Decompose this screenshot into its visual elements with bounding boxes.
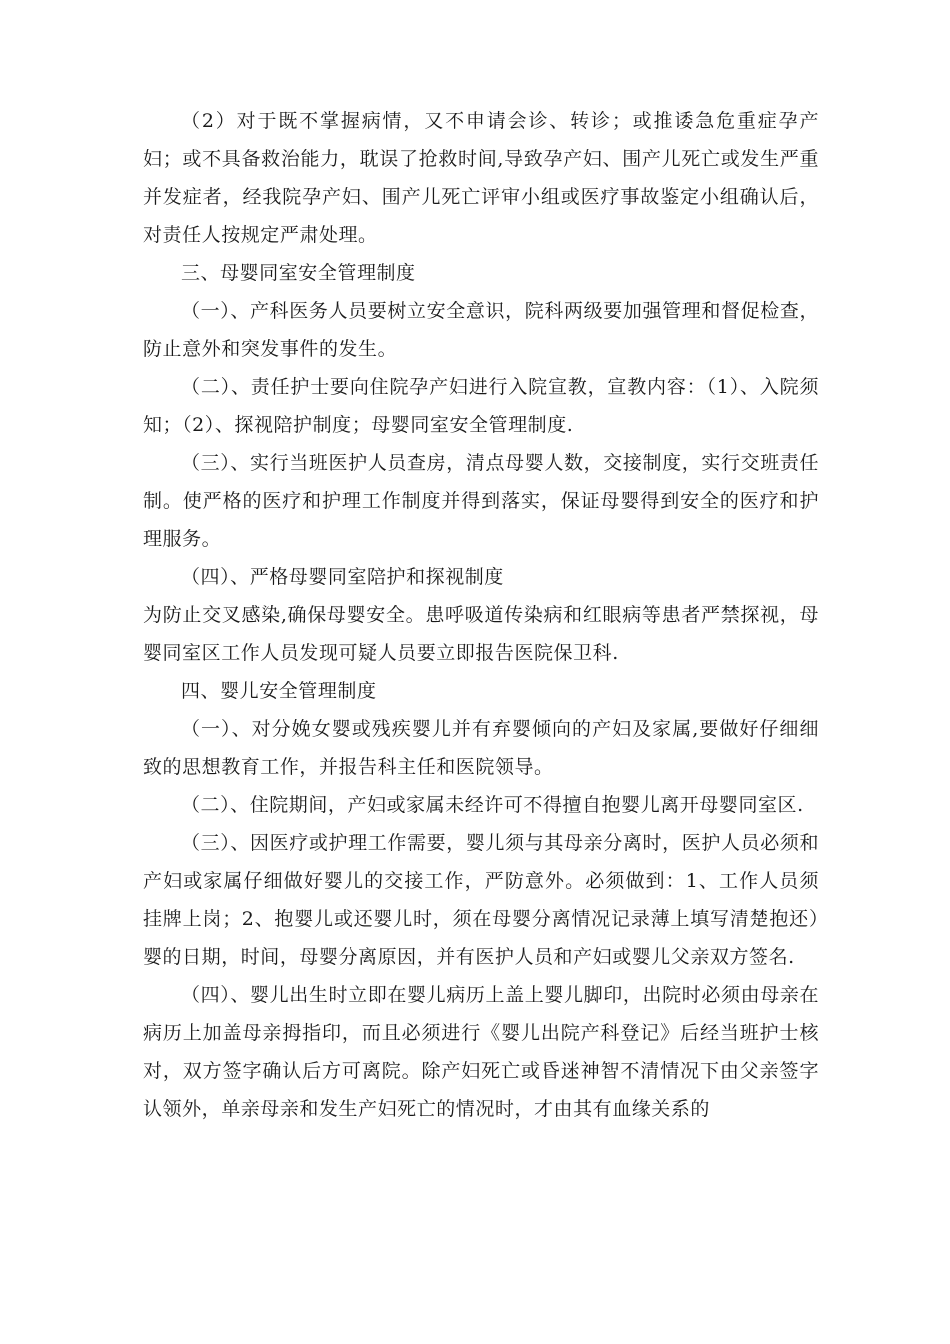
document-body [143, 102, 819, 1128]
paragraph-safety-awareness: （一）、产科医务人员要树立安全意识，院科两级要加强管理和督促检查，防止意外和突发事件的发生。 [143, 300, 819, 360]
paragraph-footprint-discharge: （四）、婴儿出生时立即在婴儿病历上盖上婴儿脚印，出院时必须由母亲在病历上加盖母亲拇指印，而且必须进行《婴儿出院产科登记》后经当班护士核对，双方签字确认后方可离院。除产妇死亡或昏迷神智不清情况下由父亲签字认领外，单亲母亲和发生产妇死亡的情况时，才由其有血缘关系的 [143, 984, 819, 1120]
paragraph-visiting-rules-title: （四）、严格母婴同室陪护和探视制度 [181, 566, 504, 588]
section-heading-rooming-in-safety: 三、母婴同室安全管理制度 [181, 262, 416, 284]
paragraph-admission-education: （二）、责任护士要向住院孕产妇进行入院宣教，宣教内容：（1）、入院须知；（2）、探视陪护制度；母婴同室安全管理制度. [143, 376, 819, 436]
paragraph-infection-prevention: 为防止交叉感染,确保母婴安全。患呼吸道传染病和红眼病等患者严禁探视，母婴同室区工作人员发现可疑人员要立即报告医院保卫科. [143, 604, 819, 664]
paragraph-abandonment-risk: （一）、对分娩女婴或残疾婴儿并有弃婴倾向的产妇及家属,要做好仔细细致的思想教育工作，并报告科主任和医院领导。 [143, 718, 819, 778]
paragraph-rescue-responsibility: （2）对于既不掌握病情，又不申请会诊、转诊；或推诿急危重症孕产妇；或不具备救治能力，耽误了抢救时间,导致孕产妇、围产儿死亡或发生严重并发症者，经我院孕产妇、围产儿死亡评审小组或医疗事故鉴定小组确认后，对责任人按规定严肃处理。 [143, 110, 819, 246]
paragraph-ward-rounds: （三）、实行当班医护人员查房，清点母婴人数，交接制度，实行交班责任制。使严格的医疗和护理工作制度并得到落实，保证母婴得到安全的医疗和护理服务。 [143, 452, 819, 550]
section-heading-infant-safety: 四、婴儿安全管理制度 [181, 680, 377, 702]
paragraph-separation-handover: （三）、因医疗或护理工作需要，婴儿须与其母亲分离时，医护人员必须和产妇或家属仔细做好婴儿的交接工作，严防意外。必须做到：1、工作人员须挂牌上岗；2、抱婴儿或还婴儿时，须在母婴分离情况记录薄上填写清楚抱还）婴的日期，时间，母婴分离原因，并有医护人员和产妇或婴儿父亲双方签名. [143, 832, 819, 968]
paragraph-no-unauthorized-removal: （二）、住院期间，产妇或家属未经许可不得擅自抱婴儿离开母婴同室区. [181, 794, 804, 816]
